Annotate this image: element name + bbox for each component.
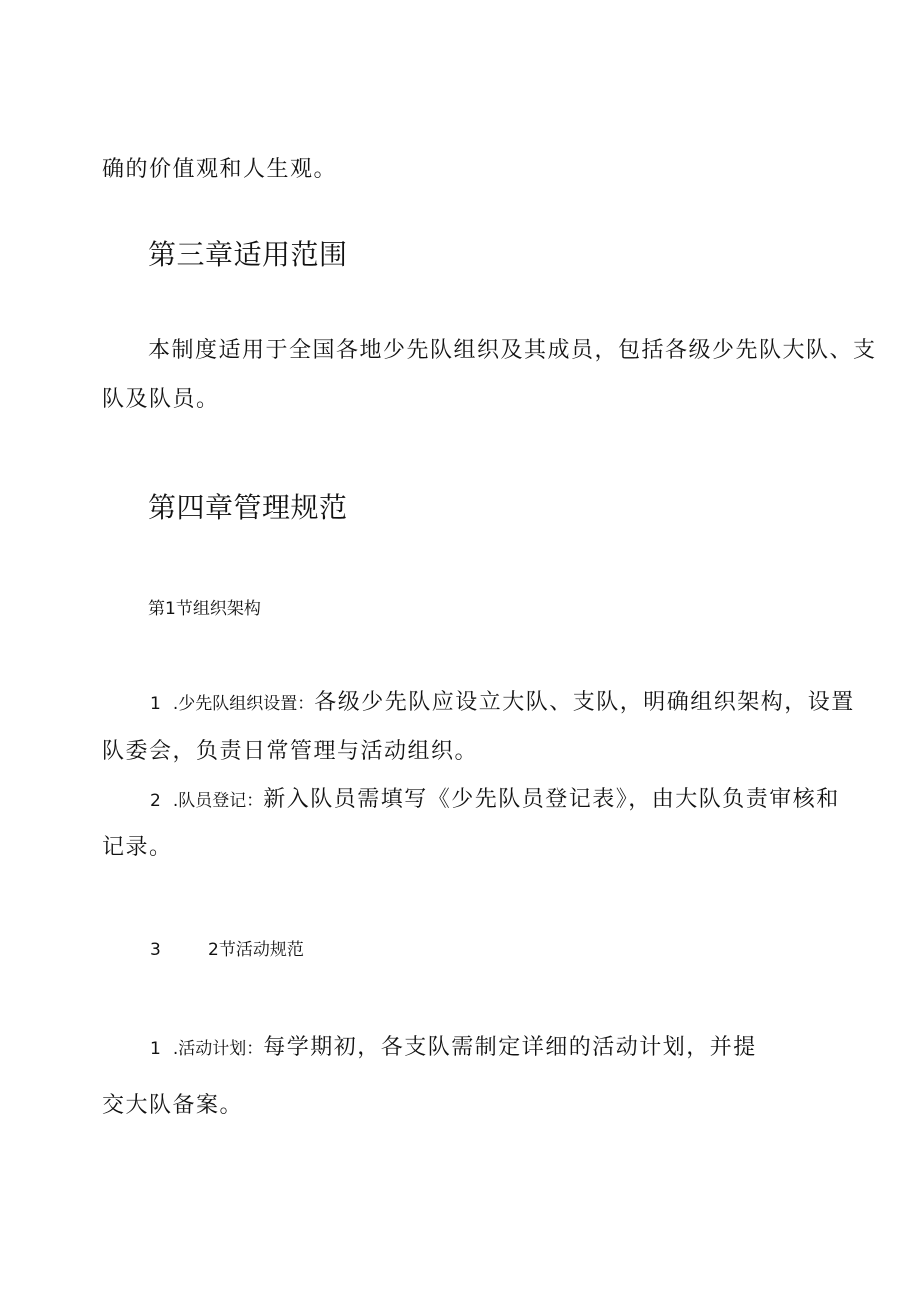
item-number: 1 bbox=[150, 694, 161, 714]
chapter4-title: 第四章管理规范 bbox=[148, 491, 348, 524]
section1-item2 bbox=[150, 787, 840, 813]
item-number: 1 bbox=[150, 1039, 161, 1059]
chapter3-body-line2: 队及队员。 bbox=[102, 387, 220, 412]
chapter3-title: 第三章适用范围 bbox=[148, 238, 348, 271]
intro-tail-text: 确的价值观和人生观。 bbox=[102, 157, 338, 182]
item-lead: .队员登记： bbox=[172, 791, 264, 811]
section2-item1 bbox=[150, 1035, 757, 1061]
section1-item2-line2: 记录。 bbox=[102, 835, 173, 860]
item-text: 新入队员需填写《少先队员登记表》，由大队负责审核和 bbox=[263, 787, 840, 812]
item-text: 各级少先队应设立大队、支队，明确组织架构，设置 bbox=[314, 690, 855, 715]
chapter3-body-line1: 本制度适用于全国各地少先队组织及其成员，包括各级少先队大队、支 bbox=[148, 338, 877, 363]
item-lead: .活动计划： bbox=[172, 1039, 264, 1059]
section2-item1-line2: 交大队备案。 bbox=[102, 1093, 244, 1118]
item-text: 每学期初，各支队需制定详细的活动计划，并提 bbox=[263, 1035, 757, 1060]
item-number: 2 bbox=[150, 791, 161, 811]
section1-item1 bbox=[150, 690, 855, 716]
item-lead: .少先队组织设置： bbox=[172, 694, 315, 714]
section2-prefix: 3 bbox=[150, 940, 161, 960]
section1-item1-line2: 队委会，负责日常管理与活动组织。 bbox=[102, 739, 479, 764]
section2-title: 2节活动规范 bbox=[208, 940, 304, 960]
section1-title: 第1节组织架构 bbox=[148, 599, 261, 619]
